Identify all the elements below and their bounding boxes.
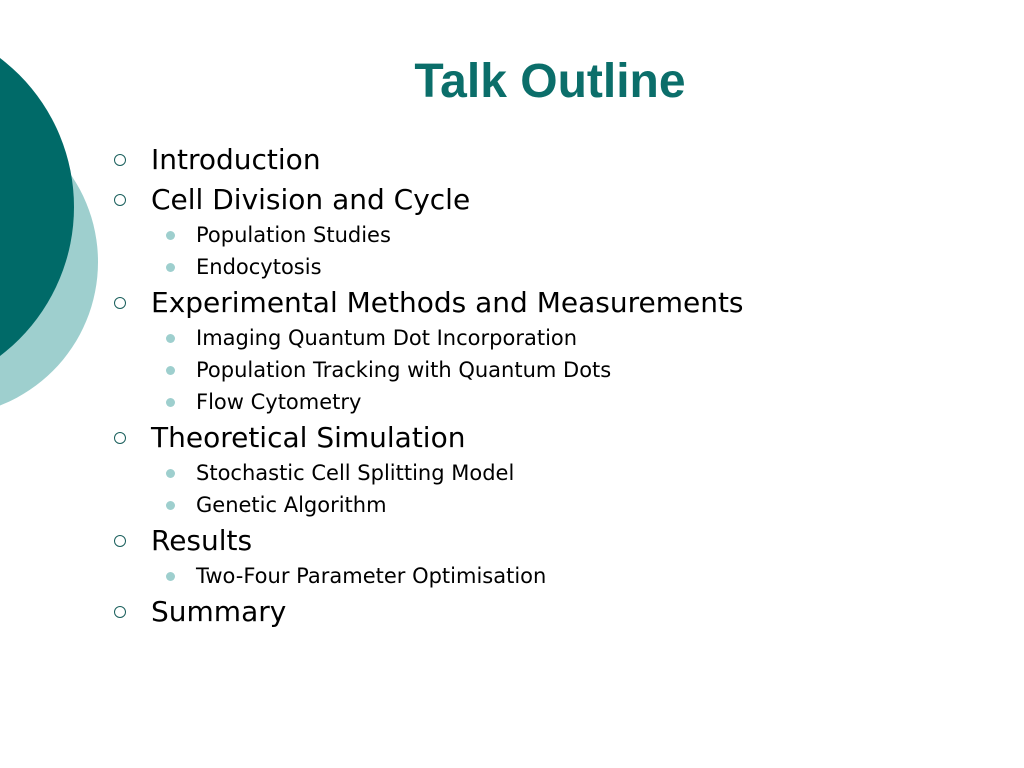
outline-item (0, 421, 900, 455)
filled-dot-icon (166, 231, 175, 240)
filled-dot-icon (166, 572, 175, 581)
outline-subitem (0, 357, 900, 383)
filled-dot-icon (166, 398, 175, 407)
filled-dot-icon (166, 469, 175, 478)
outline-item-label: Results (151, 524, 253, 557)
outline-subitem-label: Stochastic Cell Splitting Model (196, 461, 515, 485)
outline-subitem (0, 254, 900, 280)
hollow-circle-icon (114, 154, 126, 166)
outline-subitem (0, 563, 900, 589)
outline-item (0, 524, 900, 558)
filled-dot-icon (166, 334, 175, 343)
outline-subitem (0, 325, 900, 351)
outline-subitem-label: Imaging Quantum Dot Incorporation (196, 326, 578, 350)
outline-subitem-label: Endocytosis (196, 255, 322, 279)
outline-item-label: Introduction (151, 143, 321, 176)
filled-dot-icon (166, 501, 175, 510)
outline-subitem-label: Flow Cytometry (196, 390, 362, 414)
filled-dot-icon (166, 366, 175, 375)
hollow-circle-icon (114, 194, 126, 206)
outline-item-label: Experimental Methods and Measurements (151, 286, 744, 319)
hollow-circle-icon (114, 606, 126, 618)
hollow-circle-icon (114, 432, 126, 444)
outline-item (0, 183, 900, 217)
outline-subitem (0, 492, 900, 518)
outline-subitem (0, 460, 900, 486)
outline-item-label: Summary (151, 595, 287, 628)
filled-dot-icon (166, 263, 175, 272)
outline-subitem (0, 222, 900, 248)
outline-subitem-label: Two-Four Parameter Optimisation (196, 564, 547, 588)
outline-subitem-label: Genetic Algorithm (196, 493, 387, 517)
outline-item-label: Cell Division and Cycle (151, 183, 471, 216)
outline-subitem-label: Population Tracking with Quantum Dots (196, 358, 612, 382)
outline-item (0, 286, 900, 320)
outline-item (0, 143, 900, 177)
outline-item (0, 595, 900, 629)
outline-subitem (0, 389, 900, 415)
outline-subitem-label: Population Studies (196, 223, 391, 247)
slide-title: Talk Outline (414, 55, 686, 108)
hollow-circle-icon (114, 297, 126, 309)
outline-item-label: Theoretical Simulation (151, 421, 466, 454)
hollow-circle-icon (114, 535, 126, 547)
